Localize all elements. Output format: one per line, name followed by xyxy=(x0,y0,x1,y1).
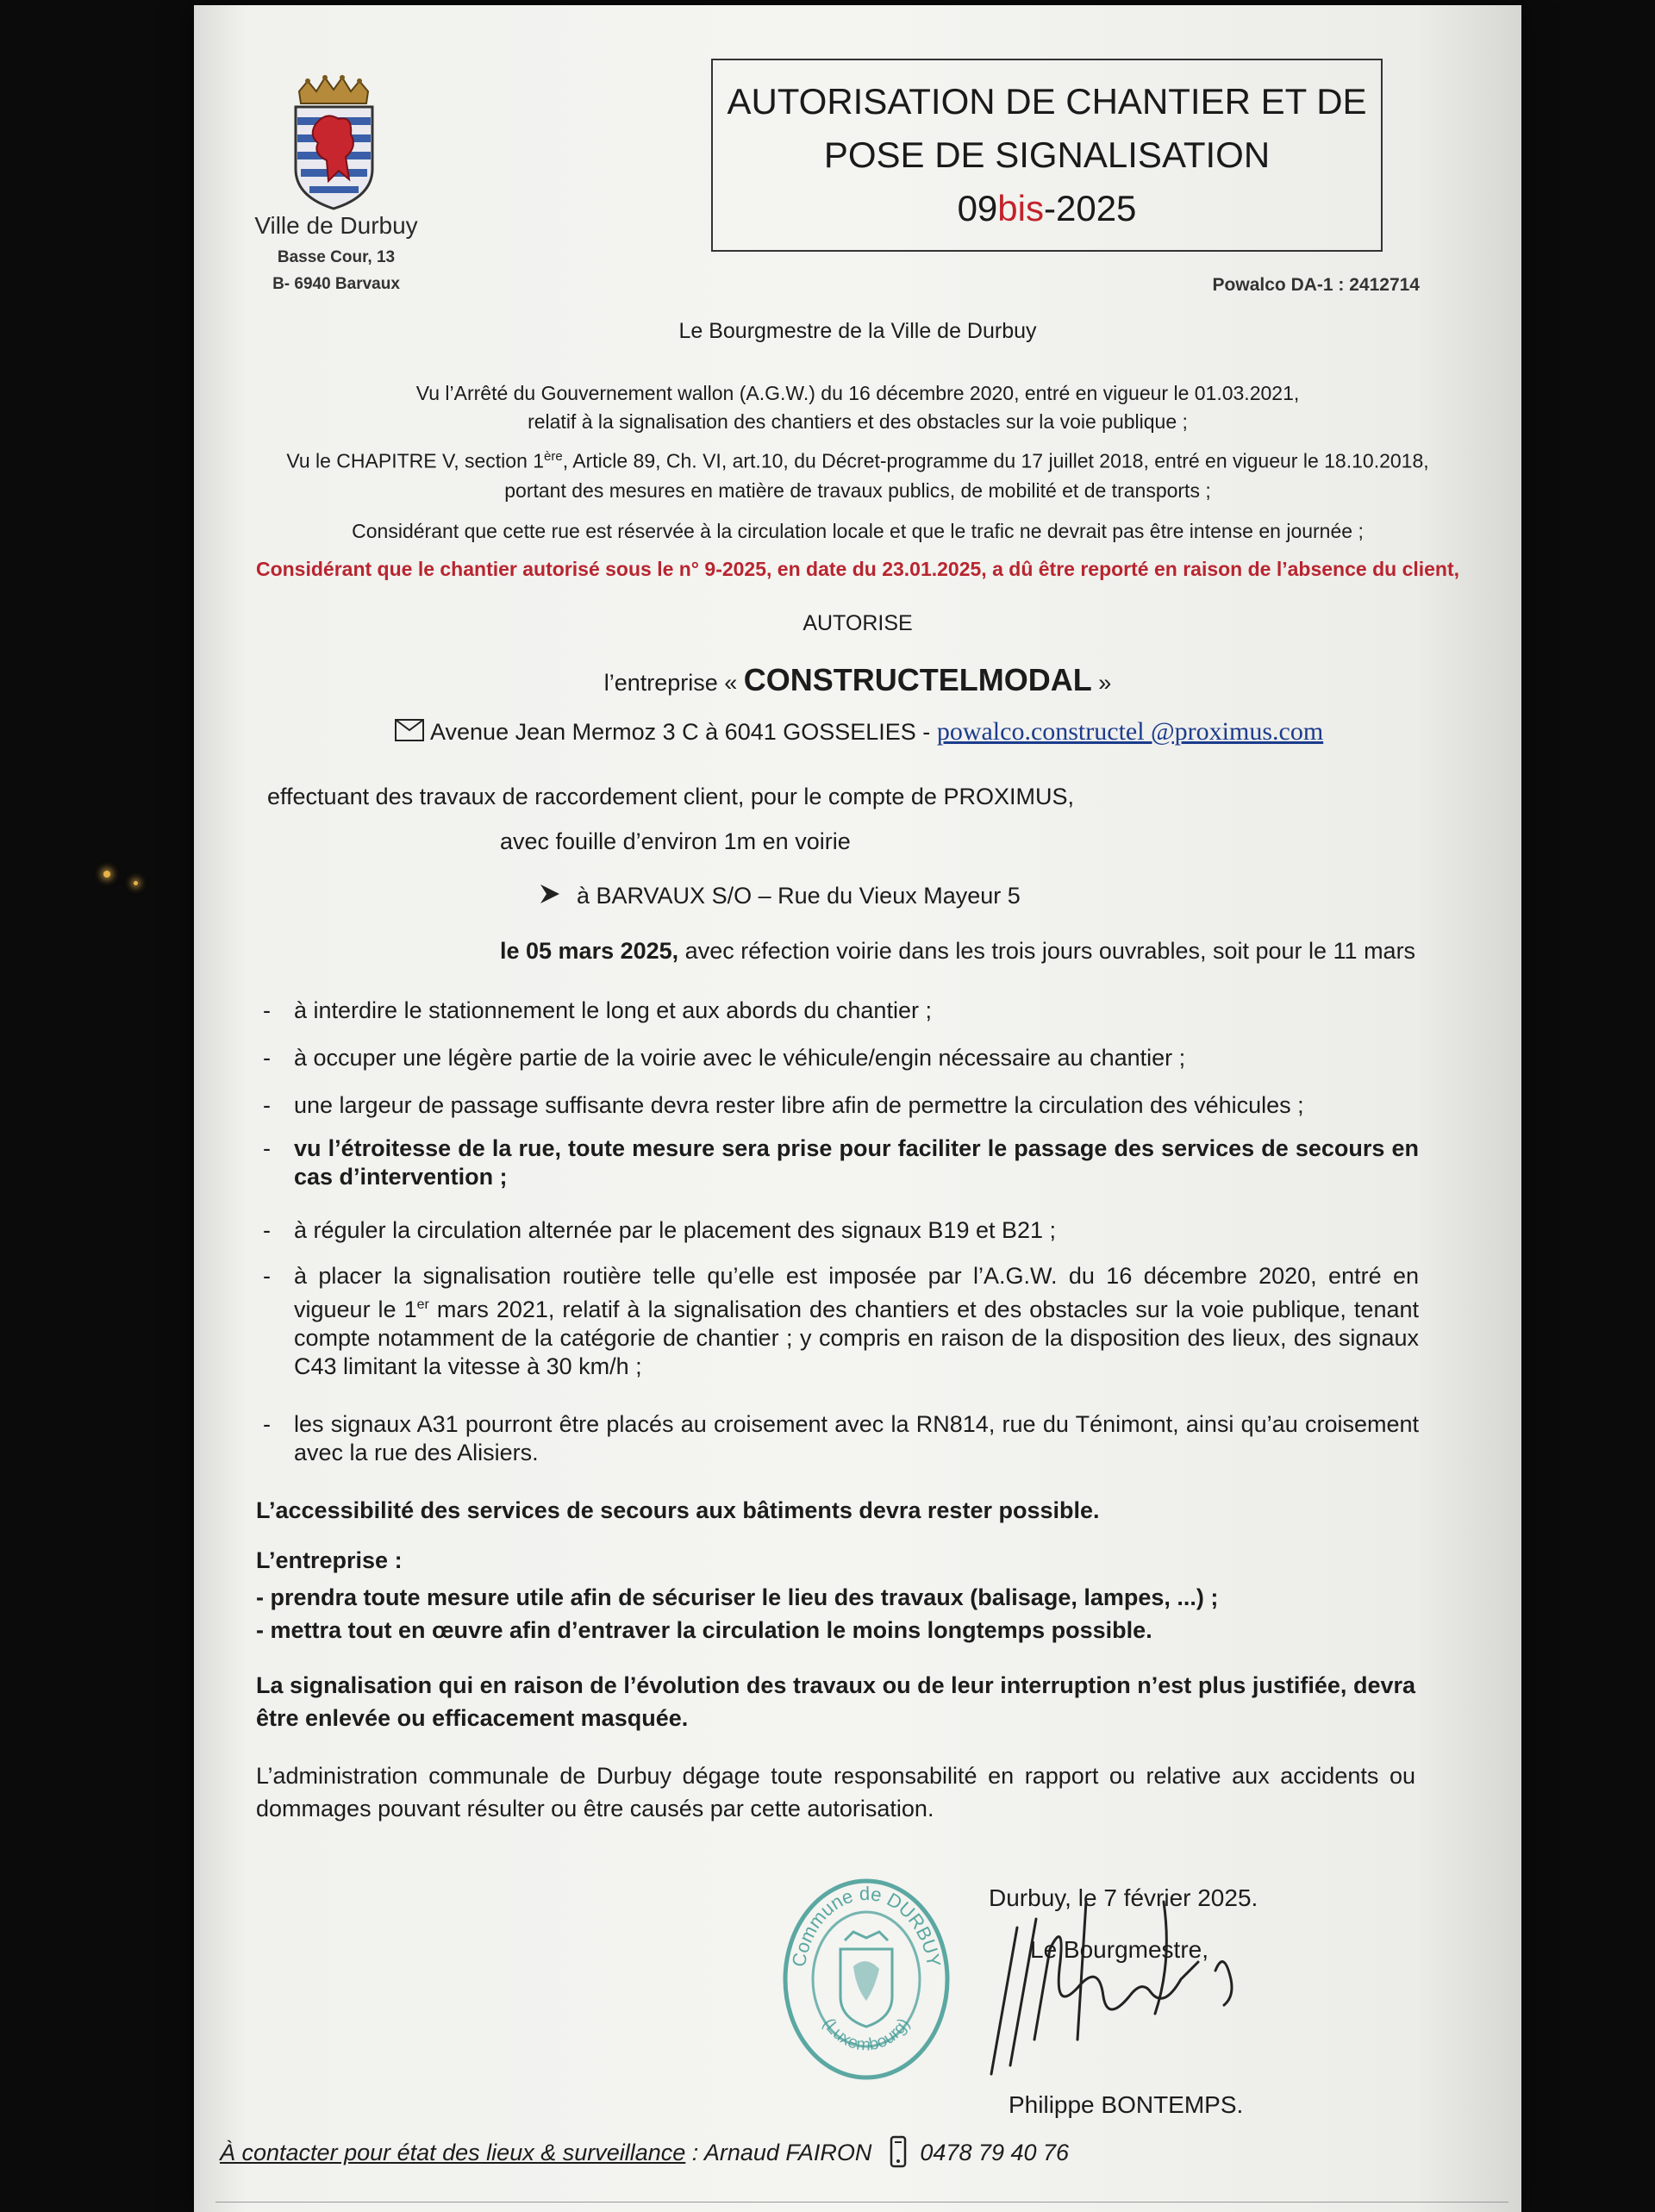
background-light xyxy=(103,871,110,878)
accessibility-note: L’accessibilité des services de secours aux bâtiments devra rester possible. xyxy=(256,1497,1100,1523)
company-address: Avenue Jean Mermoz 3 C à 6041 GOSSELIES - xyxy=(430,719,937,745)
signatory-name: Philippe BONTEMPS. xyxy=(1009,2091,1244,2118)
signalisation-condition: à placer la signalisation routière telle qu’elle est imposée par l’A.G.W. du 16 décembre 2020, entré en vigueur le 1er mars 2021, relatif à la signalisation des chantiers et des obstacles sur la voie publique, tenant compte notamment de la catégorie de chantier ; y compris en raison de la disposition des lieux, des signaux C43 limitant la vitesse à 30 km/h ; xyxy=(294,1263,1419,1379)
works-date-rest: avec réfection voirie dans les trois jours ouvrables, soit pour le 11 mars xyxy=(678,938,1416,964)
contact-phone[interactable]: 0478 79 40 76 xyxy=(920,2140,1070,2165)
location-text: à BARVAUX S/O – Rue du Vieux Mayeur 5 xyxy=(577,883,1021,909)
vu-decret-line1 xyxy=(194,449,1521,473)
code-bis: bis xyxy=(997,188,1044,228)
signage-removal-note: La signalisation qui en raison de l’évolution des travaux ou de leur interruption n’est plus justifiée, devra être enlevée ou efficacement masquée. xyxy=(256,1672,1415,1731)
code-suffix: -2025 xyxy=(1044,188,1137,228)
company-duty: - mettra tout en œuvre afin d’entraver la circulation le moins longtemps possible. xyxy=(256,1617,1152,1643)
title-line: POSE DE SIGNALISATION xyxy=(823,134,1271,175)
city-address-postal: B- 6940 Barvaux xyxy=(272,275,400,293)
company-email-link[interactable]: powalco.constructel @proximus.com xyxy=(936,717,1324,746)
svg-text:Commune de DURBUY xyxy=(788,1883,945,1969)
vu-agw-line2: relatif à la signalisation des chantiers et des obstacles sur la voie publique ; xyxy=(528,410,1188,433)
powalco-reference: Powalco DA-1 : 2412714 xyxy=(1212,275,1420,295)
works-date-bold: le 05 mars 2025, xyxy=(500,938,679,964)
phone-icon xyxy=(887,2134,909,2169)
envelope-icon xyxy=(394,718,425,742)
vu-decret-line2: portant des mesures en matière de travaux publics, de mobilité et de transports ; xyxy=(504,479,1211,502)
contact-label: À contacter pour état des lieux & surveillance xyxy=(220,2140,686,2165)
background-light xyxy=(134,881,138,885)
issuer-line: Le Bourgmestre de la Ville de Durbuy xyxy=(678,319,1037,343)
vu-decret-b: , Article 89, Ch. VI, art.10, du Décret-programme du 17 juillet 2018, entré en vigueur le 18.10.2018, xyxy=(562,449,1429,472)
company-name: CONSTRUCTELMODAL xyxy=(743,662,1092,697)
signature-role: Le Bourgmestre, xyxy=(1030,1936,1208,1963)
arrowhead-icon xyxy=(539,883,561,905)
signature-place-date: Durbuy, le 7 février 2025. xyxy=(989,1884,1258,1911)
city-address-street: Basse Cour, 13 xyxy=(277,248,396,266)
footer-contact xyxy=(220,2134,1069,2169)
company-prefix: l’entreprise « xyxy=(603,670,744,696)
company-address-line xyxy=(394,717,1323,747)
vu-decret-a: Vu le CHAPITRE V, section 1 xyxy=(286,449,545,472)
company-suffix: » xyxy=(1091,670,1112,696)
authorization-number xyxy=(958,182,1137,235)
autorise-heading: AUTORISE xyxy=(803,611,913,635)
city-name: Ville de Durbuy xyxy=(254,212,418,239)
title-line: AUTORISATION DE CHANTIER ET DE xyxy=(727,81,1367,122)
vu-agw-line1: Vu l’Arrêté du Gouvernement wallon (A.G.W.) du 16 décembre 2020, entré en vigueur le 01.03.2021, xyxy=(415,382,1300,404)
works-description: effectuant des travaux de raccordement client, pour le compte de PROXIMUS, xyxy=(267,784,1074,809)
stamp-text-top: Commune de DURBUY xyxy=(787,1882,946,1969)
svg-text:(Luxembourg) xyxy=(819,2015,914,2054)
stamp-text-bottom: (Luxembourg) xyxy=(819,2015,914,2055)
works-trench: avec fouille d’environ 1m en voirie xyxy=(500,828,851,854)
contact-name: Arnaud FAIRON xyxy=(703,2140,872,2165)
stamp-seal xyxy=(780,1876,952,2083)
page-bottom-rule xyxy=(215,2202,1508,2203)
crest-icon xyxy=(289,74,379,212)
document-page: Ville de Durbuy Basse Cour, 13 B- 6940 Barvaux AUTORISATION DE CHANTIER ET DE POSE DE SIGNALISATION 09bis-2025 Powalco DA-1 : 2412714 Le Bourgmestre de la Ville de Durbuy Vu l’Arrêté du Gouvernement wallon (A.G.W.) du 16 décembre 2020, entré en vigueur le 01.03.2021, relatif à la signalisation des chantiers et des obstacles sur la voie publique ; Vu le CHAPITRE V, section 1ère, Article 89, Ch. VI, art.10, du Décret-programme du 17 juillet 2018, entré en vigueur le 18.10.2018, portant des mesures en matière de travaux publics, de mobilité et de transports ; Considérant que cette rue est réservée à la circulation locale et que le trafic ne devrait pas être intense en journée ; Considérant que le chantier autorisé sous le n° 9-2025, en date du 23.01.2025, a dû être reporté en raison de l’absence du client, AUTORISE l’entreprise « CONSTRUCTELMODAL » Avenue Jean Mermoz 3 C à 6041 GOSSELIES - powalco.constructel @proximus.com effectuant des travaux de raccordement client, pour le compte de PROXIMUS, avec fouille d’environ 1m en voirie à BARVAUX S/O – Rue du Vieux Mayeur 5 le 05 mars 2025, avec réfection voirie dans les trois jours ouvrables, soit pour le 11 mars - à interdire le stationnement le long et aux abords du chantier ; - à occuper une légère partie de la voirie avec le véhicule/engin nécessaire au chantier ; - une largeur de passage suffisante devra rester libre afin de permettre la circulation des véhicules ; - vu l’étroitesse de la rue, toute mesure sera prise pour faciliter le passage des services de secours en cas d’intervention ; - à réguler la circulation alternée par le placement des signaux B19 et B21 ; - à placer la signalisation routière telle qu’elle est imposée par l’A.G.W. du 16 décembre 2020, entré en vigueur le 1er mars 2021, relatif à la signalisation des chantiers et des obstacles sur la voie publique, tenant compte notamment de la catégorie de chantier ; y compris en raison de la disposition des lieux, des signaux C43 limitant la vitesse à 30 km/h ; - les signaux A31 pourront être placés au croisement avec la RN814, rue du Ténimont, ainsi qu’au croisement avec la rue des Alisiers. L’accessibilité des services de secours aux bâtiments devra rester possible. L’entreprise : - prendra toute mesure utile afin de sécuriser le lieu des travaux (balisage, lampes, ...) ; - mettra tout en œuvre afin d’entraver la circulation le moins longtemps possible. La signalisation qui en raison de l’évolution des travaux ou de leur interruption n’est plus justifiée, devra être enlevée ou efficacement masquée. L’administration communale de Durbuy dégage toute responsabilité en rapport ou relative aux accidents ou dommages pouvant résulter ou être causés par cette autorisation. Commune de DURBUY (Luxembourg) Durbuy, le 7 février 2025. Le Bourgmestre, Philippe BONTEMPS. À contacter pour état des lieux & surveillance : Arnaud FAIRON 0478 79 40 76 xyxy=(194,5,1521,2212)
disclaimer: L’administration communale de Durbuy dégage toute responsabilité en rapport ou relative aux accidents ou dommages pouvant résulter ou être causés par cette autorisation. xyxy=(256,1763,1415,1821)
title-box xyxy=(711,59,1383,252)
company-duty: - prendra toute mesure utile afin de sécuriser le lieu des travaux (balisage, lampes, ...) ; xyxy=(256,1584,1219,1610)
contact-separator: : xyxy=(685,2140,704,2165)
considerant-postponed: Considérant que le chantier autorisé sous le n° 9-2025, en date du 23.01.2025, a dû être reporté en raison de l’absence du client, xyxy=(255,558,1460,580)
works-location xyxy=(539,883,1021,909)
vu-decret-sup: ère xyxy=(544,449,563,464)
code-prefix: 09 xyxy=(957,188,998,228)
company-duties-heading: L’entreprise : xyxy=(256,1547,403,1573)
considerant-traffic: Considérant que cette rue est réservée à la circulation locale et que le trafic ne devrait pas être intense en journée ; xyxy=(352,520,1364,542)
company-line xyxy=(194,662,1521,698)
works-date xyxy=(500,938,1415,965)
